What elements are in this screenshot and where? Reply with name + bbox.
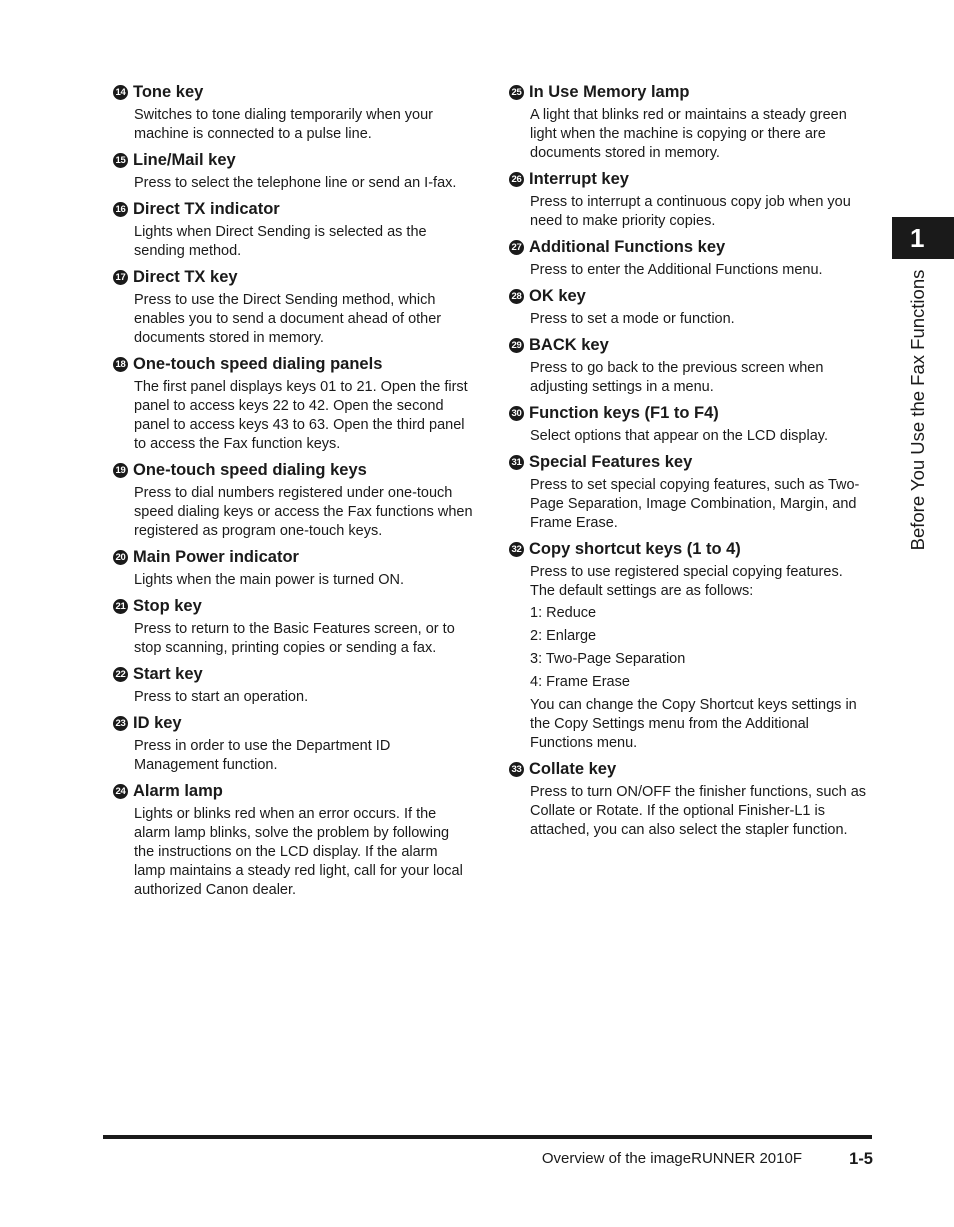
- circled-number-icon: 16: [113, 202, 128, 217]
- entry-description: [113, 484, 473, 541]
- entry-item: [509, 335, 869, 397]
- entry-heading: [113, 267, 473, 287]
- circled-number-icon: 24: [113, 784, 128, 799]
- entry-title: Line/Mail key: [133, 151, 236, 169]
- entry-title: BACK key: [529, 336, 609, 354]
- description-paragraph: Switches to tone dialing temporarily when your machine is connected to a pulse line.: [134, 107, 434, 142]
- entry-heading: [113, 150, 473, 170]
- chapter-side-title: Before You Use the Fax Functions: [907, 269, 928, 551]
- circled-number-icon: 26: [509, 172, 524, 187]
- entry-item: [113, 596, 473, 658]
- entry-heading: [113, 82, 473, 102]
- entry-description: [113, 174, 473, 193]
- entry-heading: [113, 354, 473, 374]
- description-paragraph: Press to interrupt a continuous copy job when you need to make priority copies.: [530, 194, 851, 229]
- entry-description: [113, 620, 473, 658]
- circled-number-icon: 21: [113, 599, 128, 614]
- entry-title: One-touch speed dialing keys: [133, 461, 367, 479]
- description-paragraph: Press to return to the Basic Features screen, or to stop scanning, printing copies or sending a fax.: [134, 621, 455, 656]
- entry-description: [113, 291, 473, 348]
- entry-item: [509, 759, 869, 840]
- default-setting-item: 1: Reduce: [530, 605, 597, 621]
- description-paragraph: Press to turn ON/OFF the finisher functions, such as Collate or Rotate. If the optional Finisher-L1 is attached, you can also select the stapler function.: [530, 784, 867, 838]
- entry-description: [509, 783, 869, 840]
- entry-item: [113, 547, 473, 590]
- circled-number-icon: 23: [113, 716, 128, 731]
- description-paragraph: Press to select the telephone line or send an I-fax.: [134, 175, 457, 191]
- description-paragraph: Lights when Direct Sending is selected as the sending method.: [134, 224, 427, 259]
- entry-title: Additional Functions key: [529, 238, 726, 256]
- entry-description: [113, 737, 473, 775]
- entry-item: [509, 452, 869, 533]
- entry-description: [509, 476, 869, 533]
- left-column: [113, 82, 473, 906]
- circled-number-icon: 20: [113, 550, 128, 565]
- entry-heading: [113, 199, 473, 219]
- entry-description: [113, 223, 473, 261]
- entry-heading: [509, 169, 869, 189]
- entry-title: ID key: [133, 714, 182, 732]
- circled-number-icon: 32: [509, 542, 524, 557]
- entry-heading: [113, 713, 473, 733]
- entry-item: [113, 82, 473, 144]
- entry-title: Stop key: [133, 597, 202, 615]
- entry-description: [113, 378, 473, 454]
- circled-number-icon: 30: [509, 406, 524, 421]
- footer-manual-title: Overview of the imageRUNNER 2010F: [541, 1150, 802, 1167]
- entry-description: [509, 563, 869, 753]
- description-paragraph: Press to use the Direct Sending method, which enables you to send a document ahead of other documents stored in memory.: [134, 292, 442, 346]
- entry-description: [509, 310, 869, 329]
- circled-number-icon: 33: [509, 762, 524, 777]
- circled-number-icon: 15: [113, 153, 128, 168]
- circled-number-icon: 25: [509, 85, 524, 100]
- entry-heading: [509, 237, 869, 257]
- description-paragraph: The first panel displays keys 01 to 21. Open the first panel to access keys 22 to 42. Open the second panel to access keys 43 to 63. Open the third panel to access the Fax function keys.: [134, 379, 468, 452]
- description-paragraph: Lights when the main power is turned ON.: [134, 572, 404, 588]
- circled-number-icon: 19: [113, 463, 128, 478]
- right-column: [509, 82, 869, 846]
- entry-description: [113, 106, 473, 144]
- entry-item: [113, 664, 473, 707]
- entry-title: Direct TX indicator: [133, 200, 280, 218]
- footer-rule: [103, 1135, 872, 1139]
- entry-heading: [509, 759, 869, 779]
- entry-item: [509, 539, 869, 753]
- circled-number-icon: 31: [509, 455, 524, 470]
- entry-heading: [113, 460, 473, 480]
- description-paragraph: Press to use registered special copying features. The default settings are as follows:: [530, 564, 843, 599]
- default-setting-item: 4: Frame Erase: [530, 674, 630, 690]
- entry-item: [113, 267, 473, 348]
- entry-item: [509, 286, 869, 329]
- entry-heading: [509, 286, 869, 306]
- entry-heading: [113, 664, 473, 684]
- entry-title: Alarm lamp: [133, 782, 223, 800]
- default-setting-item: 3: Two-Page Separation: [530, 651, 686, 667]
- entry-heading: [113, 596, 473, 616]
- default-setting-item: 2: Enlarge: [530, 628, 597, 644]
- entry-item: [113, 150, 473, 193]
- entry-item: [509, 82, 869, 163]
- entry-heading: [509, 403, 869, 423]
- description-paragraph: Press to go back to the previous screen when adjusting settings in a menu.: [530, 360, 824, 395]
- entry-heading: [509, 452, 869, 472]
- circled-number-icon: 17: [113, 270, 128, 285]
- description-paragraph: Press to set a mode or function.: [530, 311, 735, 327]
- entry-description: [509, 427, 869, 446]
- entry-title: Direct TX key: [133, 268, 238, 286]
- entry-title: OK key: [529, 287, 586, 305]
- entry-title: In Use Memory lamp: [529, 83, 690, 101]
- entry-description: [509, 106, 869, 163]
- entry-description: [113, 571, 473, 590]
- footer-page-number: 1-5: [849, 1150, 873, 1168]
- entry-heading: [509, 539, 869, 559]
- entry-item: [113, 354, 473, 454]
- entry-title: Copy shortcut keys (1 to 4): [529, 540, 741, 558]
- circled-number-icon: 29: [509, 338, 524, 353]
- entry-item: [509, 237, 869, 280]
- description-paragraph: A light that blinks red or maintains a steady green light when the machine is copying or there are documents stored in memory.: [530, 107, 847, 161]
- entry-description: [113, 805, 473, 900]
- entry-item: [113, 199, 473, 261]
- chapter-tab: [892, 217, 954, 259]
- entry-title: One-touch speed dialing panels: [133, 355, 383, 373]
- entry-title: Start key: [133, 665, 203, 683]
- entry-title: Tone key: [133, 83, 204, 101]
- description-paragraph: Lights or blinks red when an error occurs. If the alarm lamp blinks, solve the problem by following the instructions on the LCD display. If the alarm lamp maintains a steady red light, call for your local authorized Canon dealer.: [134, 806, 463, 898]
- circled-number-icon: 28: [509, 289, 524, 304]
- entry-title: Main Power indicator: [133, 548, 299, 566]
- circled-number-icon: 18: [113, 357, 128, 372]
- entry-description: [509, 359, 869, 397]
- description-note: You can change the Copy Shortcut keys settings in the Copy Settings menu from the Additional Functions menu.: [530, 697, 857, 751]
- chapter-number: 1: [910, 223, 925, 253]
- description-paragraph: Press to start an operation.: [134, 689, 309, 705]
- entry-item: [113, 460, 473, 541]
- entry-item: [509, 403, 869, 446]
- entry-item: [509, 169, 869, 231]
- entry-description: [509, 261, 869, 280]
- entry-heading: [113, 547, 473, 567]
- entry-item: [113, 781, 473, 900]
- entry-description: [113, 688, 473, 707]
- entry-description: [509, 193, 869, 231]
- entry-heading: [509, 82, 869, 102]
- entry-title: Special Features key: [529, 453, 693, 471]
- entry-title: Function keys (F1 to F4): [529, 404, 719, 422]
- entry-item: [113, 713, 473, 775]
- circled-number-icon: 22: [113, 667, 128, 682]
- circled-number-icon: 27: [509, 240, 524, 255]
- description-paragraph: Select options that appear on the LCD display.: [530, 428, 828, 444]
- entry-title: Interrupt key: [529, 170, 629, 188]
- entry-heading: [509, 335, 869, 355]
- entry-heading: [113, 781, 473, 801]
- description-paragraph: Press to enter the Additional Functions menu.: [530, 262, 823, 278]
- description-paragraph: Press to dial numbers registered under one-touch speed dialing keys or access the Fax functions when registered as program one-touch keys.: [134, 485, 473, 539]
- circled-number-icon: 14: [113, 85, 128, 100]
- description-paragraph: Press in order to use the Department ID Management function.: [134, 738, 391, 773]
- entry-title: Collate key: [529, 760, 617, 778]
- description-paragraph: Press to set special copying features, such as Two-Page Separation, Image Combination, Margin, and Frame Erase.: [530, 477, 860, 531]
